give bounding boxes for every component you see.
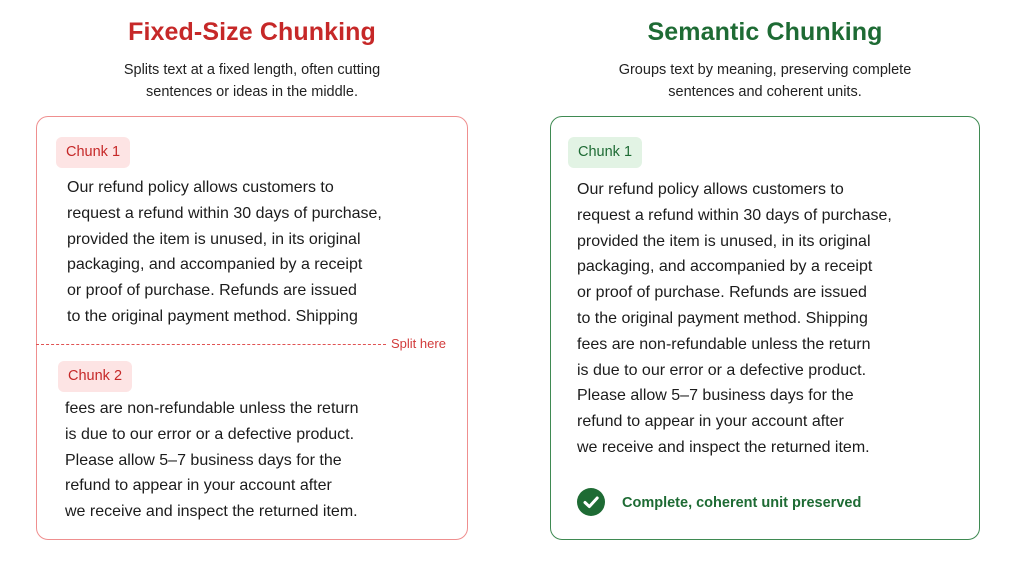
chunk-1-badge: Chunk 1 <box>56 137 130 168</box>
semantic-subtitle-line: sentences and coherent units. <box>668 84 862 100</box>
text-line: Please allow 5–7 business days for the <box>65 451 342 469</box>
text-line: provided the item is unused, in its original <box>577 232 871 250</box>
semantic-card <box>550 116 980 540</box>
check-circle-icon <box>577 488 605 516</box>
semantic-subtitle <box>550 59 980 103</box>
text-line: packaging, and accompanied by a receipt <box>67 256 363 274</box>
semantic-chunk-1-text <box>577 177 892 461</box>
text-line: fees are non-refundable unless the return <box>577 335 871 353</box>
text-line: refund to appear in your account after <box>577 413 844 431</box>
text-line: to the original payment method. Shipping <box>577 309 868 327</box>
text-line: we receive and inspect the returned item. <box>65 503 358 521</box>
text-line: Our refund policy allows customers to <box>577 181 844 198</box>
semantic-chunk-1-badge: Chunk 1 <box>568 137 642 168</box>
text-line: request a refund within 30 days of purchase, <box>577 206 892 224</box>
semantic-title: Semantic Chunking <box>647 18 883 46</box>
split-label: Split here <box>391 336 446 351</box>
text-line: refund to appear in your account after <box>65 477 332 495</box>
split-divider <box>36 344 386 345</box>
text-line: is due to our error or a defective product. <box>577 361 867 379</box>
text-line: packaging, and accompanied by a receipt <box>577 258 873 276</box>
text-line: provided the item is unused, in its original <box>67 230 361 248</box>
text-line: or proof of purchase. Refunds are issued <box>577 284 867 302</box>
text-line: to the original payment method. Shipping <box>67 307 358 325</box>
chunk-1-text <box>67 175 382 330</box>
fixed-size-card <box>36 116 468 540</box>
chunk-2-badge: Chunk 2 <box>58 361 132 392</box>
text-line: Please allow 5–7 business days for the <box>577 387 854 405</box>
text-line: Our refund policy allows customers to <box>67 179 334 196</box>
text-line: we receive and inspect the returned item. <box>577 438 870 456</box>
text-line: fees are non-refundable unless the return <box>65 400 359 417</box>
chunk-2-text <box>65 396 359 525</box>
fixed-size-subtitle <box>36 59 468 103</box>
fixed-size-title: Fixed-Size Chunking <box>128 18 376 46</box>
text-line: request a refund within 30 days of purchase, <box>67 204 382 222</box>
text-line: or proof of purchase. Refunds are issued <box>67 282 357 300</box>
fixed-size-subtitle-line: sentences or ideas in the middle. <box>146 84 358 100</box>
semantic-subtitle-line: Groups text by meaning, preserving complete <box>618 62 912 78</box>
checkmark-icon <box>577 488 605 516</box>
status-message: Complete, coherent unit preserved <box>622 495 862 511</box>
fixed-size-subtitle-line: Splits text at a fixed length, often cutting <box>123 62 381 78</box>
text-line: is due to our error or a defective product. <box>65 425 355 443</box>
